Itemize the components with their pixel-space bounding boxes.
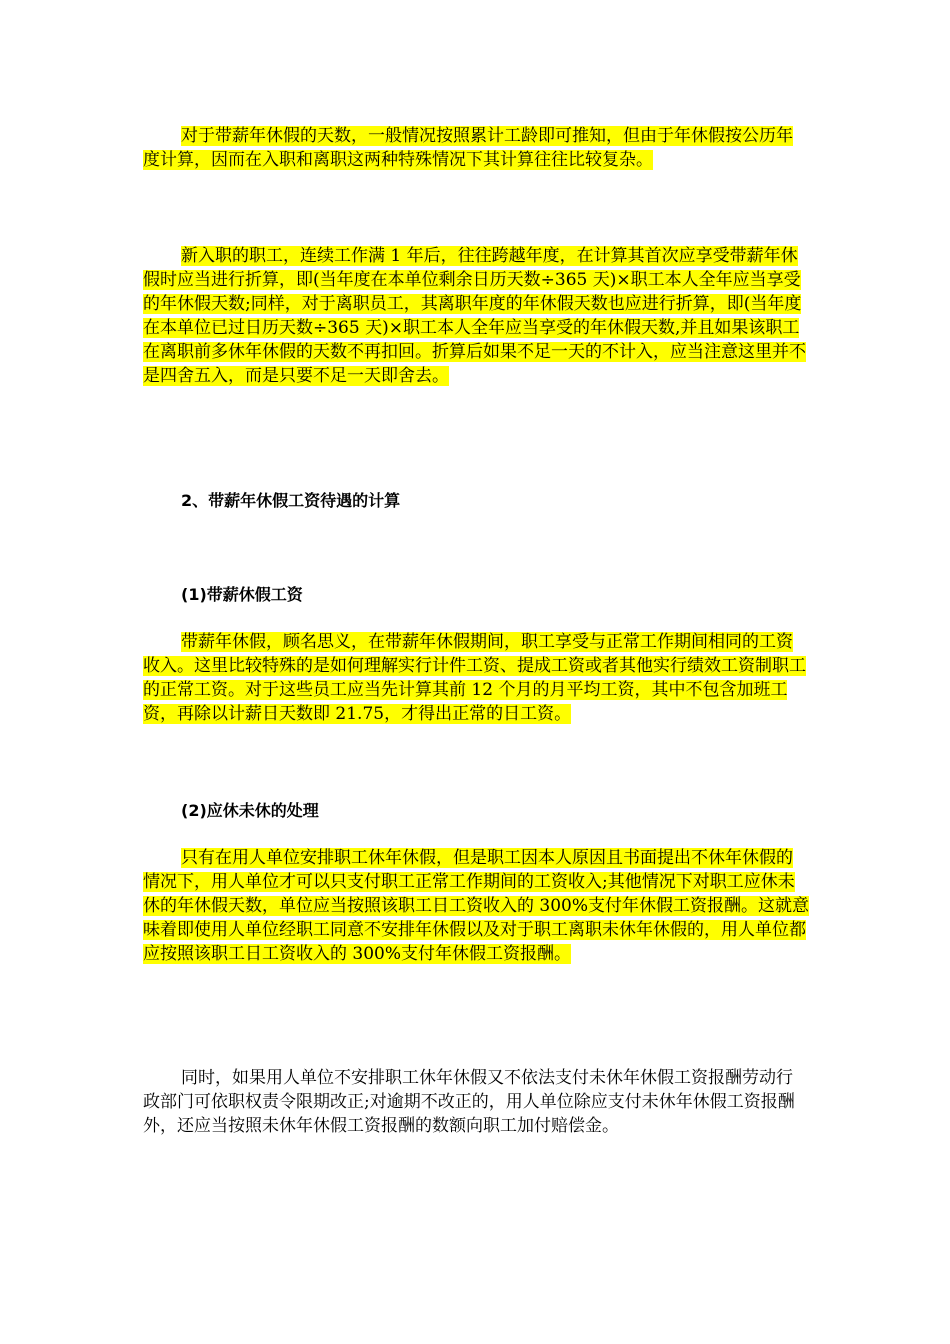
paragraph-text: 只有在用人单位安排职工休年休假，但是职工因本人原因且书面提出不休年休假的情况下，用人单位才可以只支付职工正常工作期间的工资收入;其他情况下对职工应休未休的年休假天数，单位应当按照该职工日工资收入的 300%支付年休假工资报酬。这就意味着即使用人单位经职工同意不安排年休假以及对于职工离职未休年休假的，用人单位都应按照该职工日工资收入的 300%支付年休假工资报酬。 [143, 848, 810, 964]
paragraph-paid-leave-wage [143, 630, 809, 726]
paragraph-proration [143, 244, 809, 388]
section-heading: 2、带薪年休假工资待遇的计算 [181, 491, 401, 510]
paragraph-text: 新入职的职工，连续工作满 1 年后，往往跨越年度，在计算其首次应享受带薪年休假时应当进行折算，即(当年度在本单位剩余日历天数÷365 天)×职工本人全年应当享受的年休假天数;同样，对于离职员工，其离职年度的年休假天数也应进行折算，即(当年度在本单位已过日历天数÷365 天)×职工本人全年应当享受的年休假天数,并且如果该职工在离职前多休年休假的天数不再扣回。折算后如果不足一天的不计入，应当注意这里并不是四舍五入，而是只要不足一天即舍去。 [143, 246, 806, 386]
paragraph-untaken-leave [143, 846, 809, 966]
paragraph-text: 对于带薪年休假的天数，一般情况按照累计工龄即可推知，但由于年休假按公历年度计算，因而在入职和离职这两种特殊情况下其计算往往比较复杂。 [143, 126, 793, 170]
paragraph-penalty [143, 1066, 809, 1138]
subsection-heading-untaken-leave: (2)应休未休的处理 [181, 801, 319, 820]
paragraph-text: 带薪年休假，顾名思义，在带薪年休假期间，职工享受与正常工作期间相同的工资收入。这里比较特殊的是如何理解实行计件工资、提成工资或者其他实行绩效工资制职工的正常工资。对于这些员工应当先计算其前 12 个月的月平均工资，其中不包含加班工资，再除以计薪日天数即 21.75，才得出正常的日工资。 [143, 632, 806, 724]
paragraph-annual-leave-days [143, 124, 809, 172]
subsection-heading-paid-leave-wage: (1)带薪休假工资 [181, 585, 303, 604]
paragraph-text: 同时，如果用人单位不安排职工休年休假又不依法支付未休年休假工资报酬劳动行政部门可依职权责令限期改正;对逾期不改正的，用人单位除应支付未休年休假工资报酬外，还应当按照未休年休假工资报酬的数额向职工加付赔偿金。 [143, 1068, 795, 1136]
